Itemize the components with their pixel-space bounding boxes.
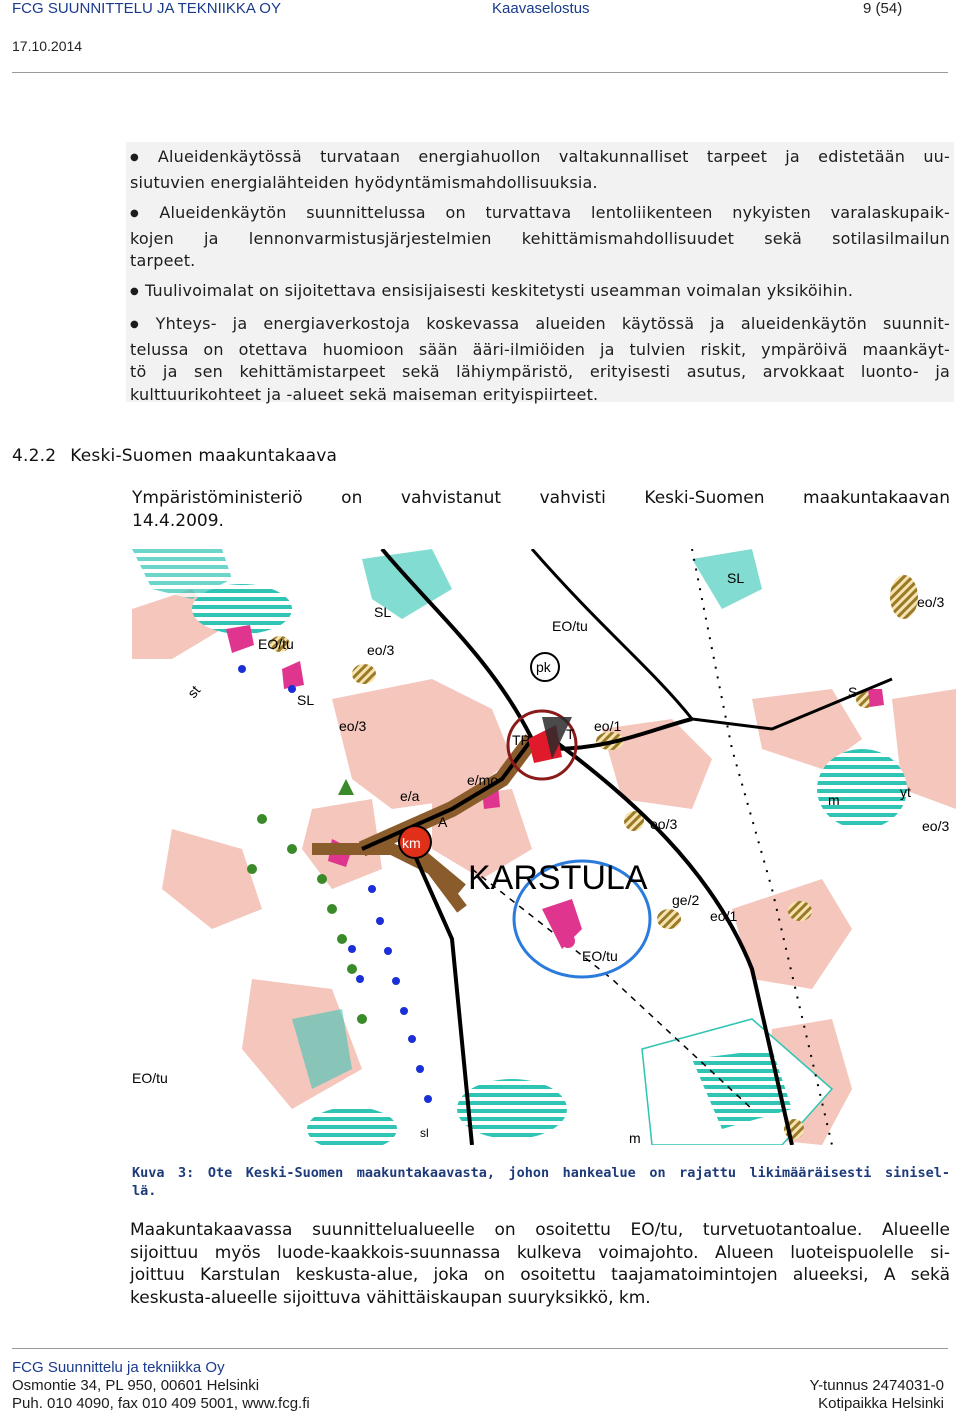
footer-company: FCG Suunnittelu ja tekniikka Oy	[12, 1359, 225, 1376]
section-number: 4.2.2	[12, 446, 57, 466]
map-label-eo3: eo/3	[917, 594, 945, 610]
map-label-eo3: eo/3	[367, 642, 395, 658]
header-company: FCG SUUNNITTELU JA TEKNIIKKA OY	[12, 0, 281, 17]
map-label-t: T	[566, 726, 575, 742]
paragraph-approval: Ympäristöministeriö on vahvistanut vahvisti Keski-Suomen maakuntakaavan 14.4.2009.	[132, 488, 950, 531]
bullet-item: ● Alueidenkäytön suunnittelussa on turvattava lentoliikenteen nykyisten varalaskupaik- kojen ja lennonvarmistusjärjestelmien kehittämismahdollisuudet sekä sotilasilmailun tarpeet.	[130, 203, 950, 270]
header-divider	[12, 72, 948, 73]
map-label-e-a: e/a	[400, 788, 420, 804]
footer-contact: Puh. 010 4090, fax 010 409 5001, www.fcg.fi	[12, 1395, 310, 1412]
bullet-item: ● Tuulivoimalat on sijoitettava ensisijaisesti keskitetysti useamman voimalan yksiköihin.	[130, 281, 854, 300]
map-label-pk: pk	[536, 659, 551, 675]
guideline-quote-box	[126, 142, 954, 402]
regional-plan-map	[132, 549, 956, 1145]
footer-right-block	[809, 1377, 944, 1413]
map-label-eo3: eo/3	[650, 816, 678, 832]
map-label-eo3: eo/3	[922, 818, 950, 834]
map-label-tp: TP	[512, 732, 530, 748]
bullet-dot-icon: ●	[130, 319, 150, 330]
map-label-sl: SL	[727, 570, 745, 586]
map-label-eo1: eo/1	[594, 718, 622, 734]
map-label-eo3: eo/3	[339, 718, 367, 734]
map-label-sl-small: sl	[420, 1126, 429, 1140]
bullet-dot-icon: ●	[130, 208, 154, 219]
map-label-a: A	[438, 814, 448, 830]
map-label-eo-tu: EO/tu	[132, 1070, 168, 1086]
map-label-s: S	[848, 684, 858, 700]
paragraph-plan-description: Maakuntakaavassa suunnittelualueelle on osoitettu EO/tu, turvetuotantoalue. Alueelle sijoittuu myös luode-kaakkois-suunnassa kulkeva voimajohto. Alueen luoteispuolelle si- joittuu Karstulan keskusta-alue, joka on osoitettu taajamatoimintojen alueeksi, A sekä keskusta-alueelle sijoittuva vähittäiskaupan suuryksikkö, km.	[130, 1220, 950, 1308]
footer-business-id: Y-tunnus 2474031-0	[809, 1377, 944, 1394]
map-label-eo-tu: EO/tu	[582, 948, 618, 964]
header-document-type: Kaavaselostus	[492, 0, 590, 17]
map-label-sl: SL	[374, 604, 392, 620]
map-label-eo-tu: EO/tu	[552, 618, 588, 634]
map-label-eo-tu: EO/tu	[258, 636, 294, 652]
bullet-dot-icon: ●	[130, 286, 139, 297]
map-label-m: m	[629, 1130, 641, 1145]
bullet-dot-icon: ●	[130, 152, 152, 163]
bullet-item: ● Yhteys- ja energiaverkostoja koskevassa alueiden käytössä ja alueidenkäytön suunnit- telussa on otettava huomioon sään ääri-ilmiöiden ja tulvien riskit, ympäröivä maankäyt- tö ja sen kehittämistarpeet sekä lähiympäristö, erityisesti asutus, arvokkaat luonto- ja kulttuurikohteet ja -alueet sekä maiseman erityispiirteet.	[130, 314, 950, 404]
footer-address: Osmontie 34, PL 950, 00601 Helsinki	[12, 1377, 260, 1394]
header-page-number: 9 (54)	[863, 0, 903, 17]
section-title: Keski-Suomen maakuntakaava	[70, 446, 338, 466]
page-header	[12, 0, 948, 72]
map-label-sl: SL	[297, 692, 315, 708]
map-label-yt: yt	[900, 784, 911, 800]
section-heading	[12, 446, 337, 466]
map-label-st: st	[184, 682, 204, 701]
map-label-ge2: ge/2	[672, 892, 700, 908]
map-label-eo1: eo/1	[710, 908, 738, 924]
footer-divider	[12, 1348, 948, 1349]
map-label-km: km	[402, 835, 421, 851]
map-label-karstula: KARSTULA	[468, 859, 648, 897]
header-date: 17.10.2014	[12, 38, 83, 54]
footer-domicile: Kotipaikka Helsinki	[818, 1395, 944, 1412]
bullet-item: ● Alueidenkäytössä turvataan energiahuollon valtakunnalliset tarpeet ja edistetään uu- siutuvien energialähteiden hyödyntämismahdollisuuksia.	[130, 147, 950, 192]
page-footer	[12, 1359, 944, 1413]
figure-caption: Kuva 3: Ote Keski-Suomen maakuntakaavasta, johon hankealue on rajattu likimääräisesti sinisel- lä.	[132, 1165, 950, 1199]
map-label-m: m	[828, 792, 840, 808]
map-label-e-mo: e/mo	[467, 772, 499, 788]
